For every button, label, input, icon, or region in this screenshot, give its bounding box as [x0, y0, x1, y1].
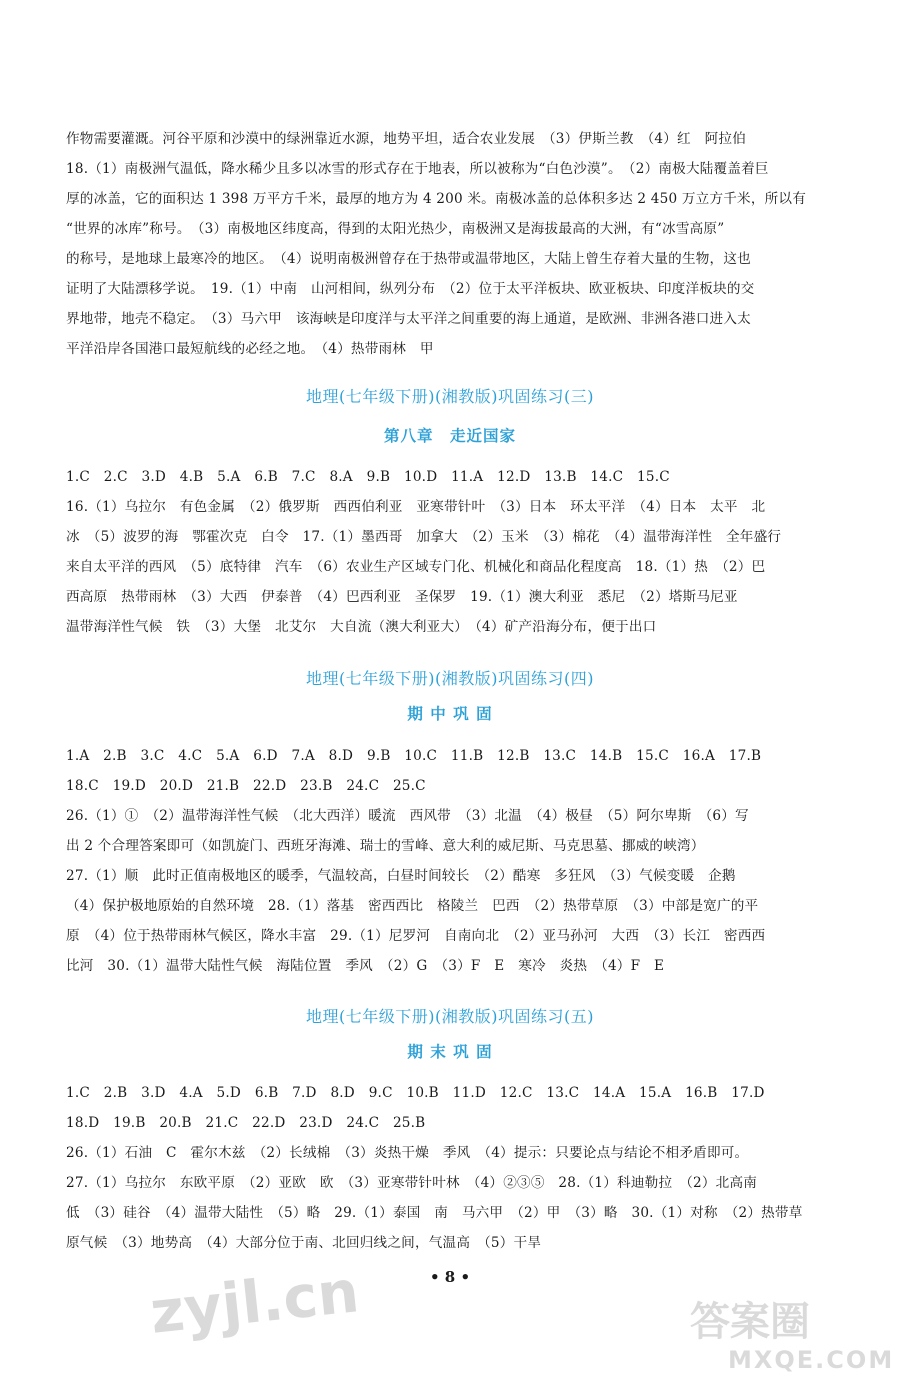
text-line: 的称号，是地球上最寒冷的地区。 （4）说明南极洲曾存在于热带或温带地区，大陆上曾生存着大量的生物，这也: [66, 251, 751, 267]
text-line: 27.（1）顺 此时正值南极地区的暖季，气温较高，白昼时间较长 （2）酷寒 多狂风 （3）气候变暖 企鹅: [66, 868, 736, 884]
chapter-title: 期 末 巩 固: [407, 1043, 493, 1061]
section-5-answers: [66, 1078, 836, 1258]
text-line: 26.（1）石油 C 霍尔木兹 （2）长绒棉 （3）炎热干燥 季风 （4）提示：只要论点与结论不相矛盾即可。: [66, 1145, 749, 1161]
answers-continued: [66, 124, 836, 364]
section-title: 地理(七年级下册)(湘教版)巩固练习(五): [306, 1007, 594, 1026]
text-line: 低 （3）硅谷 （4）温带大陆性 （5）略 29.（1）泰国 南 马六甲 （2）甲 （3）略 30.（1）对称 （2）热带草: [66, 1205, 803, 1221]
text-line: 厚的冰盖，它的面积达 1 398 万平方千米，最厚的地方为 4 200 米。南极冰盖的总体积多达 2 450 万立方千米，所以有: [66, 191, 807, 207]
text-line: 西高原 热带雨林 （3）大西 伊泰普 （4）巴西利亚 圣保罗 19.（1）澳大利亚 悉尼 （2）塔斯马尼亚: [66, 589, 738, 605]
text-line: 界地带，地壳不稳定。 （3）马六甲 该海峡是印度洋与太平洋之间重要的海上通道，是欧洲、非洲各港口进入太: [66, 311, 751, 327]
watermark-logo: zyjl.cn: [147, 1257, 363, 1347]
text-line: 原气候 （3）地势高 （4）大部分位于南、北回归线之间，气温高 （5）干旱: [66, 1235, 542, 1251]
watermark-logo: MXQE.COM: [728, 1346, 895, 1374]
watermark-logo: 答案圈: [690, 1299, 810, 1345]
page-number: • 8 •: [429, 1268, 471, 1286]
section-title: 地理(七年级下册)(湘教版)巩固练习(四): [306, 669, 594, 688]
text-line: 出 2 个合理答案即可（如凯旋门、西班牙海滩、瑞士的雪峰、意大利的威尼斯、马克思墓、挪威的峡湾）: [66, 838, 705, 854]
text-line: 18.C 19.D 20.D 21.B 22.D 23.B 24.C 25.C: [66, 778, 426, 794]
text-line: 比河 30.（1）温带大陆性气候 海陆位置 季风 （2）G （3）F E 寒冷 炎热 （4）F E: [66, 958, 665, 974]
text-line: 原 （4）位于热带雨林气候区，降水丰富 29.（1）尼罗河 自南向北 （2）亚马孙河 大西 （3）长江 密西西: [66, 928, 766, 944]
text-line: “世界的冰库”称号。 （3）南极地区纬度高，得到的太阳光热少，南极洲又是海拔最高的大洲，有“冰雪高原”: [66, 221, 725, 237]
text-line: 16.（1）乌拉尔 有色金属 （2）俄罗斯 西西伯利亚 亚寒带针叶 （3）日本 环太平洋 （4）日本 太平 北: [66, 499, 766, 515]
text-line: （4）保护极地原始的自然环境 28.（1）落基 密西西比 格陵兰 巴西 （2）热带草原 （3）中部是宽广的平: [66, 898, 759, 914]
text-line: 温带海洋性气候 铁 （3）大堡 北艾尔 大自流（澳大利亚大） （4）矿产沿海分布，便于出口: [66, 619, 657, 635]
text-line: 27.（1）乌拉尔 东欧平原 （2）亚欧 欧 （3）亚寒带针叶林 （4）②③⑤ 28.（1）科迪勒拉 （2）北高南: [66, 1175, 758, 1191]
text-line: 来自太平洋的西风 （5）底特律 汽车 （6）农业生产区域专门化、机械化和商品化程度高 18.（1）热 （2）巴: [66, 559, 766, 575]
text-line: 1.C 2.B 3.D 4.A 5.D 6.B 7.D 8.D 9.C 10.B 11.D 12.C 13.C 14.A 15.A 16.B 17.D: [66, 1085, 765, 1101]
text-line: 26.（1）① （2）温带海洋性气候 （北大西洋）暖流 西风带 （3）北温 （4）极昼 （5）阿尔卑斯 （6）写: [66, 808, 749, 824]
chapter-title: 第八章 走近国家: [383, 427, 516, 445]
text-line: 平洋沿岸各国港口最短航线的必经之地。 （4）热带雨林 甲: [66, 341, 434, 357]
section-4-answers: [66, 741, 836, 981]
section-3-answers: [66, 462, 836, 642]
text-line: 18.D 19.B 20.B 21.C 22.D 23.D 24.C 25.B: [66, 1115, 426, 1131]
text-line: 作物需要灌溉。河谷平原和沙漠中的绿洲靠近水源，地势平坦，适合农业发展 （3）伊斯兰教 （4）红 阿拉伯: [66, 131, 746, 147]
text-line: 证明了大陆漂移学说。 19.（1）中南 山河相间，纵列分布 （2）位于太平洋板块、欧亚板块、印度洋板块的交: [66, 281, 755, 297]
section-title: 地理(七年级下册)(湘教版)巩固练习(三): [306, 387, 594, 406]
text-line: 1.C 2.C 3.D 4.B 5.A 6.B 7.C 8.A 9.B 10.D 11.A 12.D 13.B 14.C 15.C: [66, 469, 670, 485]
chapter-title: 期 中 巩 固: [407, 705, 493, 723]
text-line: 1.A 2.B 3.C 4.C 5.A 6.D 7.A 8.D 9.B 10.C 11.B 12.B 13.C 14.B 15.C 16.A 17.B: [66, 748, 762, 764]
text-line: 冰 （5）波罗的海 鄂霍次克 白令 17.（1）墨西哥 加拿大 （2）玉米 （3）棉花 （4）温带海洋性 全年盛行: [66, 529, 782, 545]
text-line: 18.（1）南极洲气温低，降水稀少且多以冰雪的形式存在于地表，所以被称为“白色沙漠”。 （2）南极大陆覆盖着巨: [66, 161, 769, 177]
